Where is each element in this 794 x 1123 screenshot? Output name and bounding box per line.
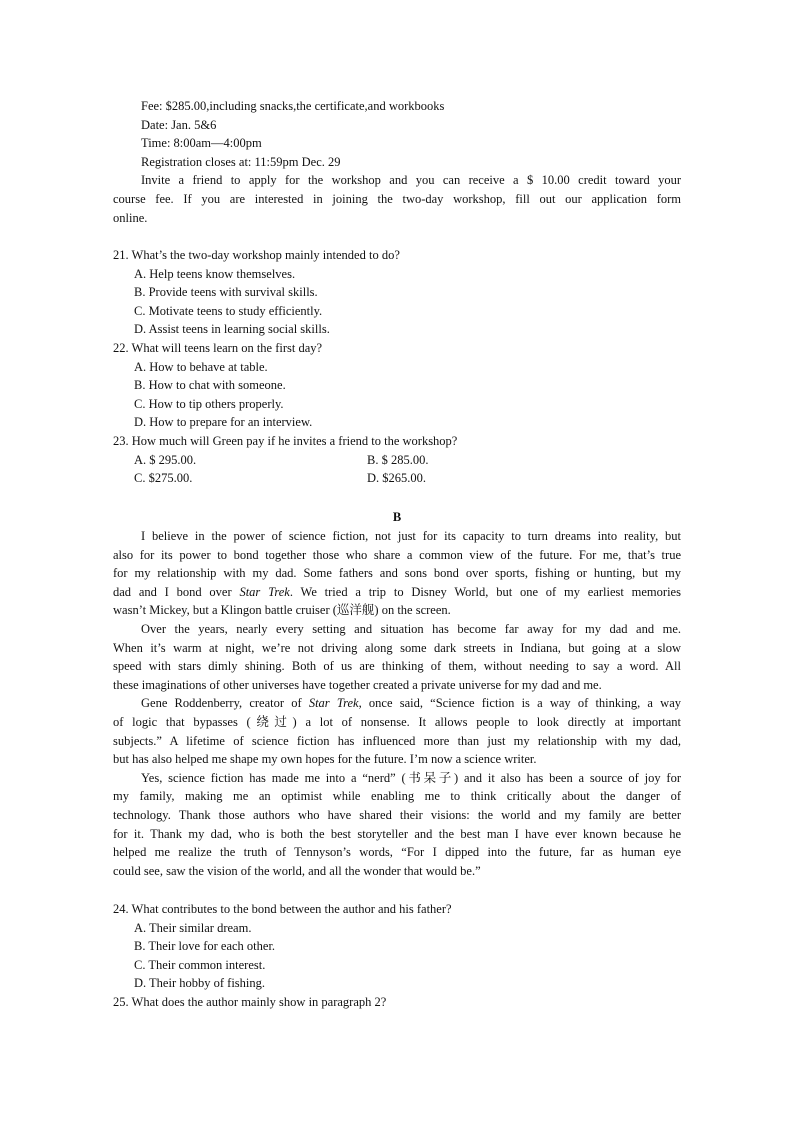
p4-line-5: helped me realize the truth of Tennyson’s words, “For I dipped into the future, far as human eye xyxy=(113,845,681,860)
p3-line-2: of logic that bypasses (绕过) a lot of nonsense. It allows people to look directly at important xyxy=(113,714,681,729)
question-22-stem: 22. What will teens learn on the first day? xyxy=(113,340,323,355)
question-24-option-b: B. Their love for each other. xyxy=(134,939,276,954)
p1-line-2: also for its power to bond together those who share a common view of the future. For me, that’s true xyxy=(113,547,681,562)
p2-line-4: these imaginations of other universes have together created a private universe for my dad and me. xyxy=(113,677,602,692)
question-23-option-c: C. $275.00. xyxy=(134,471,193,486)
p4-line-4: for it. Thank my dad, who is both the best storyteller and the best man I have ever known because he xyxy=(113,826,681,841)
invite-line-1: Invite a friend to apply for the workshop and you can receive a $ 10.00 credit toward your xyxy=(141,173,681,188)
p1-line-4: dad and I bond over Star Trek. We tried a trip to Disney World, but one of my earliest memories xyxy=(113,584,681,599)
p1-line-5: wasn’t Mickey, but a Klingon battle cruiser (巡洋舰) on the screen. xyxy=(113,603,451,618)
workshop-details xyxy=(113,97,681,227)
question-21-option-d: D. Assist teens in learning social skills. xyxy=(134,322,330,337)
section-b-heading: B xyxy=(392,510,402,524)
question-25-stem: 25. What does the author mainly show in paragraph 2? xyxy=(113,994,387,1009)
star-trek-title: Star Trek xyxy=(239,584,290,599)
p1-line-1: I believe in the power of science fiction, not just for its capacity to turn dreams into reality, but xyxy=(141,529,681,543)
p2-line-1: Over the years, nearly every setting and situation has become far away for my dad and me. xyxy=(141,621,681,636)
question-23-row-1 xyxy=(113,451,681,470)
fee-line: Fee: $285.00,including snacks,the certificate,and workbooks xyxy=(141,99,445,113)
p3-line-3: subjects.” A lifetime of science fiction has influenced more than just my relationship with my dad, xyxy=(113,733,681,748)
registration-line: Registration closes at: 11:59pm Dec. 29 xyxy=(141,154,341,169)
question-23-row-2 xyxy=(113,469,681,488)
question-22-option-a: A. How to behave at table. xyxy=(134,359,268,374)
question-24-option-d: D. Their hobby of fishing. xyxy=(134,976,266,991)
p4-line-3: technology. Thank those authors who have shared their visions: the world and my family are better xyxy=(113,807,681,822)
question-24-option-c: C. Their common interest. xyxy=(134,957,266,972)
question-21-stem: 21. What’s the two-day workshop mainly intended to do? xyxy=(113,248,400,262)
question-21-option-b: B. Provide teens with survival skills. xyxy=(134,285,318,300)
question-21-option-c: C. Motivate teens to study efficiently. xyxy=(134,303,323,318)
question-21-option-a: A. Help teens know themselves. xyxy=(134,266,296,281)
p4-line-2: my family, making me an optimist while enabling me to think critically about the danger of xyxy=(113,789,681,804)
invite-line-2: course fee. If you are interested in joining the two-day workshop, fill out our application form xyxy=(113,191,681,206)
p1-line-3: for my relationship with my dad. Some fathers and sons bond over sports, fishing or hunting, but my xyxy=(113,566,681,581)
questions-21-23 xyxy=(113,246,681,488)
question-23-option-d: D. $265.00. xyxy=(367,471,427,486)
date-line: Date: Jan. 5&6 xyxy=(141,117,217,132)
p4-line-1: Yes, science fiction has made me into a “nerd” (书呆子) and it also has been a source of joy for xyxy=(141,770,681,785)
time-line: Time: 8:00am—4:00pm xyxy=(141,136,262,151)
p3-line-4: but has also helped me shape my own hopes for the future. I’m now a science writer. xyxy=(113,752,537,767)
passage-b xyxy=(113,527,681,880)
question-23-stem: 23. How much will Green pay if he invites a friend to the workshop? xyxy=(113,433,458,448)
invite-line-3: online. xyxy=(113,210,148,225)
p2-line-3: speed with stars dimly shining. Both of us are thinking of them, without needing to say a word. All xyxy=(113,659,681,674)
question-23-option-b: B. $ 285.00. xyxy=(367,452,429,467)
question-22-option-d: D. How to prepare for an interview. xyxy=(134,415,313,430)
questions-24-25 xyxy=(113,900,681,1012)
p3-line-1: Gene Roddenberry, creator of Star Trek, once said, “Science fiction is a way of thinking, a way xyxy=(141,696,681,711)
star-trek-title: Star Trek xyxy=(308,696,359,711)
question-24-stem: 24. What contributes to the bond between the author and his father? xyxy=(113,902,452,916)
question-23-option-a: A. $ 295.00. xyxy=(134,452,197,467)
question-24-option-a: A. Their similar dream. xyxy=(134,920,252,935)
question-22-option-c: C. How to tip others properly. xyxy=(134,396,284,411)
p2-line-2: When it’s warm at night, we’re not driving along some dark streets in Indiana, but going at a slow xyxy=(113,640,681,655)
p4-line-6: could see, saw the vision of the world, and all the wonder that would be.” xyxy=(113,863,481,878)
question-22-option-b: B. How to chat with someone. xyxy=(134,378,286,393)
